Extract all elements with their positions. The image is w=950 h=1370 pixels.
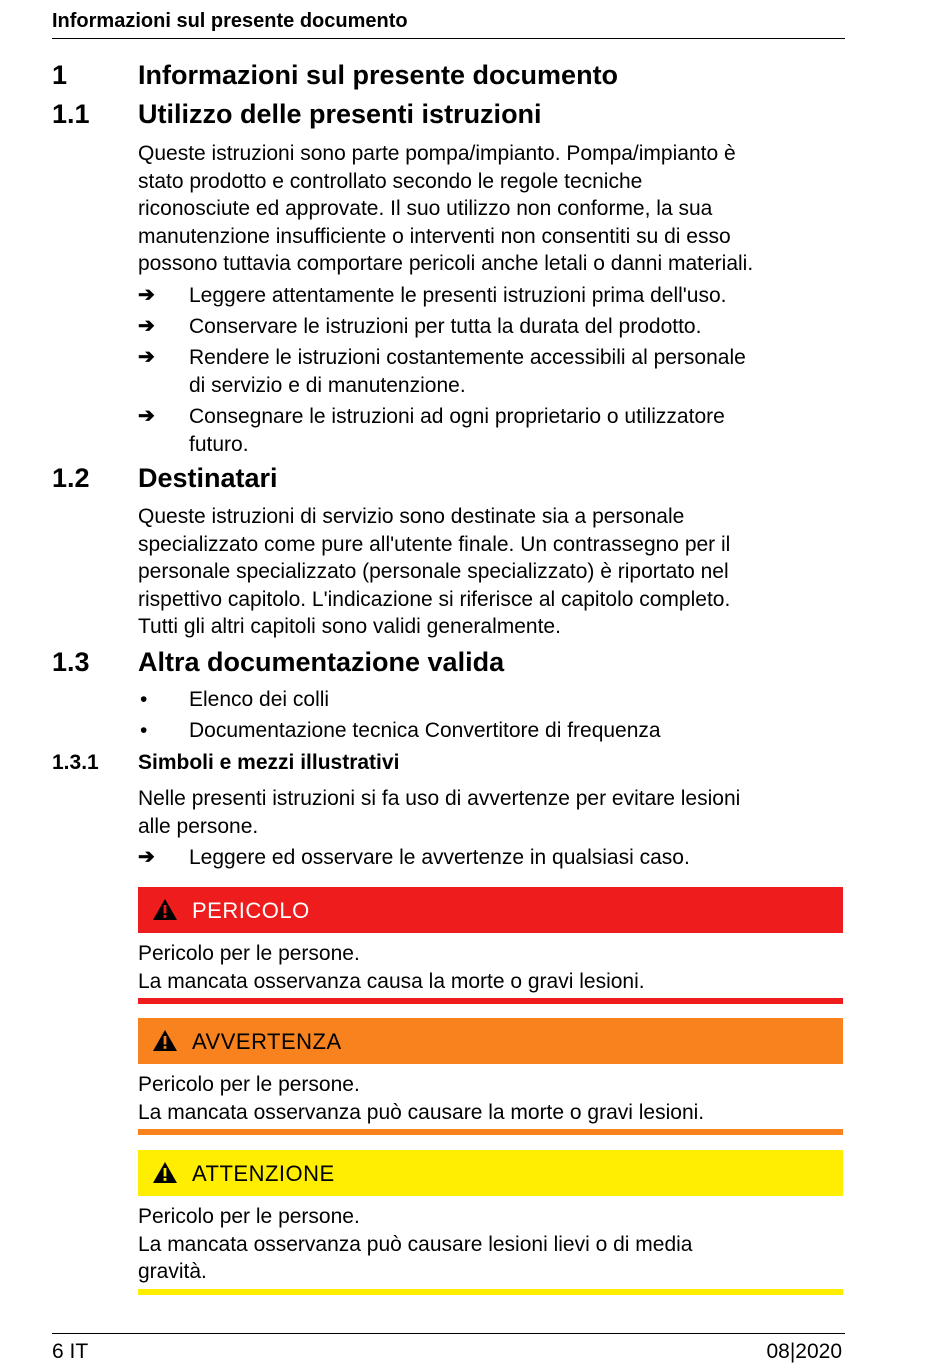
step-item [189,282,849,310]
section-1-3-1-number: 1.3.1 [52,751,99,774]
warning-line: gravità. [138,1260,207,1283]
caution-banner [138,1150,843,1196]
step-line: di servizio e di manutenzione. [189,373,466,397]
warning-line: La mancata osservanza può causare lesioni lievi o di media [138,1232,693,1256]
warning-text [138,1071,848,1126]
warning-triangle-icon [152,1161,178,1184]
section-1-2-paragraph [138,503,848,641]
section-1-1-title: Utilizzo delle presenti istruzioni [138,99,542,129]
page-number: 6 IT [52,1340,89,1363]
bullet-item: Documentazione tecnica Convertitore di frequenza [189,719,661,742]
section-1-2-title: Destinatari [138,463,278,493]
arrow-right-icon: ➔ [138,346,155,368]
warning-line: La mancata osservanza causa la morte o gravi lesioni. [138,969,645,993]
step-line: Consegnare le istruzioni ad ogni proprietario o utilizzatore [189,405,725,428]
step-item [189,403,849,458]
section-1-2-number: 1.2 [52,463,90,493]
bullet-icon: • [140,688,148,711]
warning-triangle-icon [152,1029,178,1052]
caution-text [138,1203,848,1286]
section-1-1-paragraph [138,140,848,278]
paragraph-line: personale specializzato (personale specializzato) è riportato nel [138,560,729,583]
step-item [189,313,849,341]
section-1-3-1-title: Simboli e mezzi illustrativi [138,751,400,774]
paragraph-line: Queste istruzioni di servizio sono destinate sia a personale [138,505,685,528]
warning-label: AVVERTENZA [192,1029,342,1054]
danger-banner [138,887,843,933]
step-line: Conservare le istruzioni per tutta la durata del prodotto. [189,315,702,338]
step-line: Leggere attentamente le presenti istruzioni prima dell'uso. [189,284,727,307]
section-1-1-number: 1.1 [52,99,90,129]
step-line: futuro. [189,432,249,456]
arrow-right-icon: ➔ [138,284,155,306]
arrow-right-icon: ➔ [138,405,155,427]
paragraph-line: specializzato come pure all'utente finale. Un contrassegno per il [138,532,731,556]
caution-underline [138,1289,843,1295]
warning-line: Pericolo per le persone. [138,1205,360,1228]
warning-line: Pericolo per le persone. [138,942,360,965]
section-1-3-title: Altra documentazione valida [138,647,505,677]
danger-underline [138,998,843,1004]
step-item [189,344,849,399]
caution-label: ATTENZIONE [192,1161,335,1186]
bullet-icon: • [140,719,148,742]
section-1-3-number: 1.3 [52,647,90,677]
paragraph-line: Queste istruzioni sono parte pompa/impianto. Pompa/impianto è [138,142,736,165]
section-1-number: 1 [52,60,68,90]
paragraph-line: alle persone. [138,814,259,838]
paragraph-line: rispettivo capitolo. L'indicazione si riferisce al capitolo completo. [138,587,731,611]
paragraph-line: riconosciute ed approvate. Il suo utilizzo non conforme, la sua [138,197,713,220]
danger-label: PERICOLO [192,898,310,923]
paragraph-line: manutenzione insufficiente o interventi non consentiti su di esso [138,224,731,248]
section-1-3-1-paragraph [138,785,848,840]
paragraph-line: Tutti gli altri capitoli sono validi generalmente. [138,615,561,638]
header-title: Informazioni sul presente documento [52,10,408,32]
warning-banner [138,1018,843,1064]
paragraph-line: stato prodotto e controllato secondo le regole tecniche [138,169,643,193]
arrow-right-icon: ➔ [138,846,155,868]
warning-line: La mancata osservanza può causare la morte o gravi lesioni. [138,1100,705,1124]
page-footer [52,1333,845,1368]
arrow-right-icon: ➔ [138,315,155,337]
step-item: Leggere ed osservare le avvertenze in qualsiasi caso. [189,846,690,869]
step-line: Rendere le istruzioni costantemente accessibili al personale [189,346,746,369]
warning-underline [138,1129,843,1135]
danger-text [138,940,848,995]
paragraph-line: possono tuttavia comportare pericoli anche letali o danni materiali. [138,252,754,275]
section-1-title: Informazioni sul presente documento [138,60,619,90]
paragraph-line: Nelle presenti istruzioni si fa uso di avvertenze per evitare lesioni [138,787,741,810]
document-date: 08|2020 [766,1340,842,1363]
warning-line: Pericolo per le persone. [138,1073,360,1096]
bullet-item: Elenco dei colli [189,688,330,711]
page-header [52,8,845,39]
warning-triangle-icon [152,898,178,921]
